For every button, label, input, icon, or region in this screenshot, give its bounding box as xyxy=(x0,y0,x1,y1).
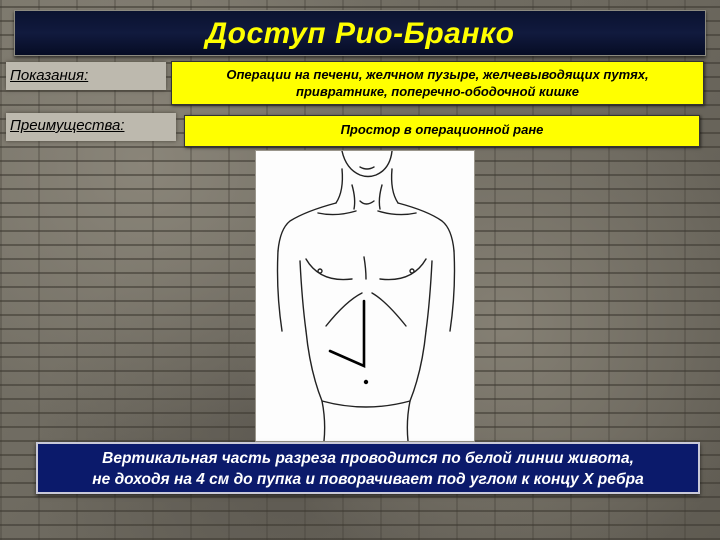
caption-line1: Вертикальная часть разреза проводится по белой линии живота, xyxy=(102,450,634,467)
caption-box xyxy=(36,442,700,494)
navel-icon xyxy=(364,380,368,384)
page-title: Доступ Рио-Бранко xyxy=(205,17,515,50)
indications-text-line2: привратнике, поперечно-ободочной кишке xyxy=(296,84,579,99)
indications-box xyxy=(171,61,704,105)
indications-text-line1: Операции на печени, желчном пузыре, желчевыводящих путях, xyxy=(226,67,649,82)
title-bar xyxy=(14,10,706,56)
incision-line xyxy=(330,301,364,366)
advantages-box xyxy=(184,115,700,147)
advantages-text: Простор в операционной ране xyxy=(340,122,544,137)
caption-line2: не доходя на 4 см до пупка и поворачивает под углом к концу X ребра xyxy=(92,471,644,488)
torso-line-drawing-icon xyxy=(256,151,474,441)
indications-label: Показания: xyxy=(10,67,89,84)
torso-figure xyxy=(255,150,475,442)
advantages-label: Преимущества: xyxy=(10,117,125,134)
